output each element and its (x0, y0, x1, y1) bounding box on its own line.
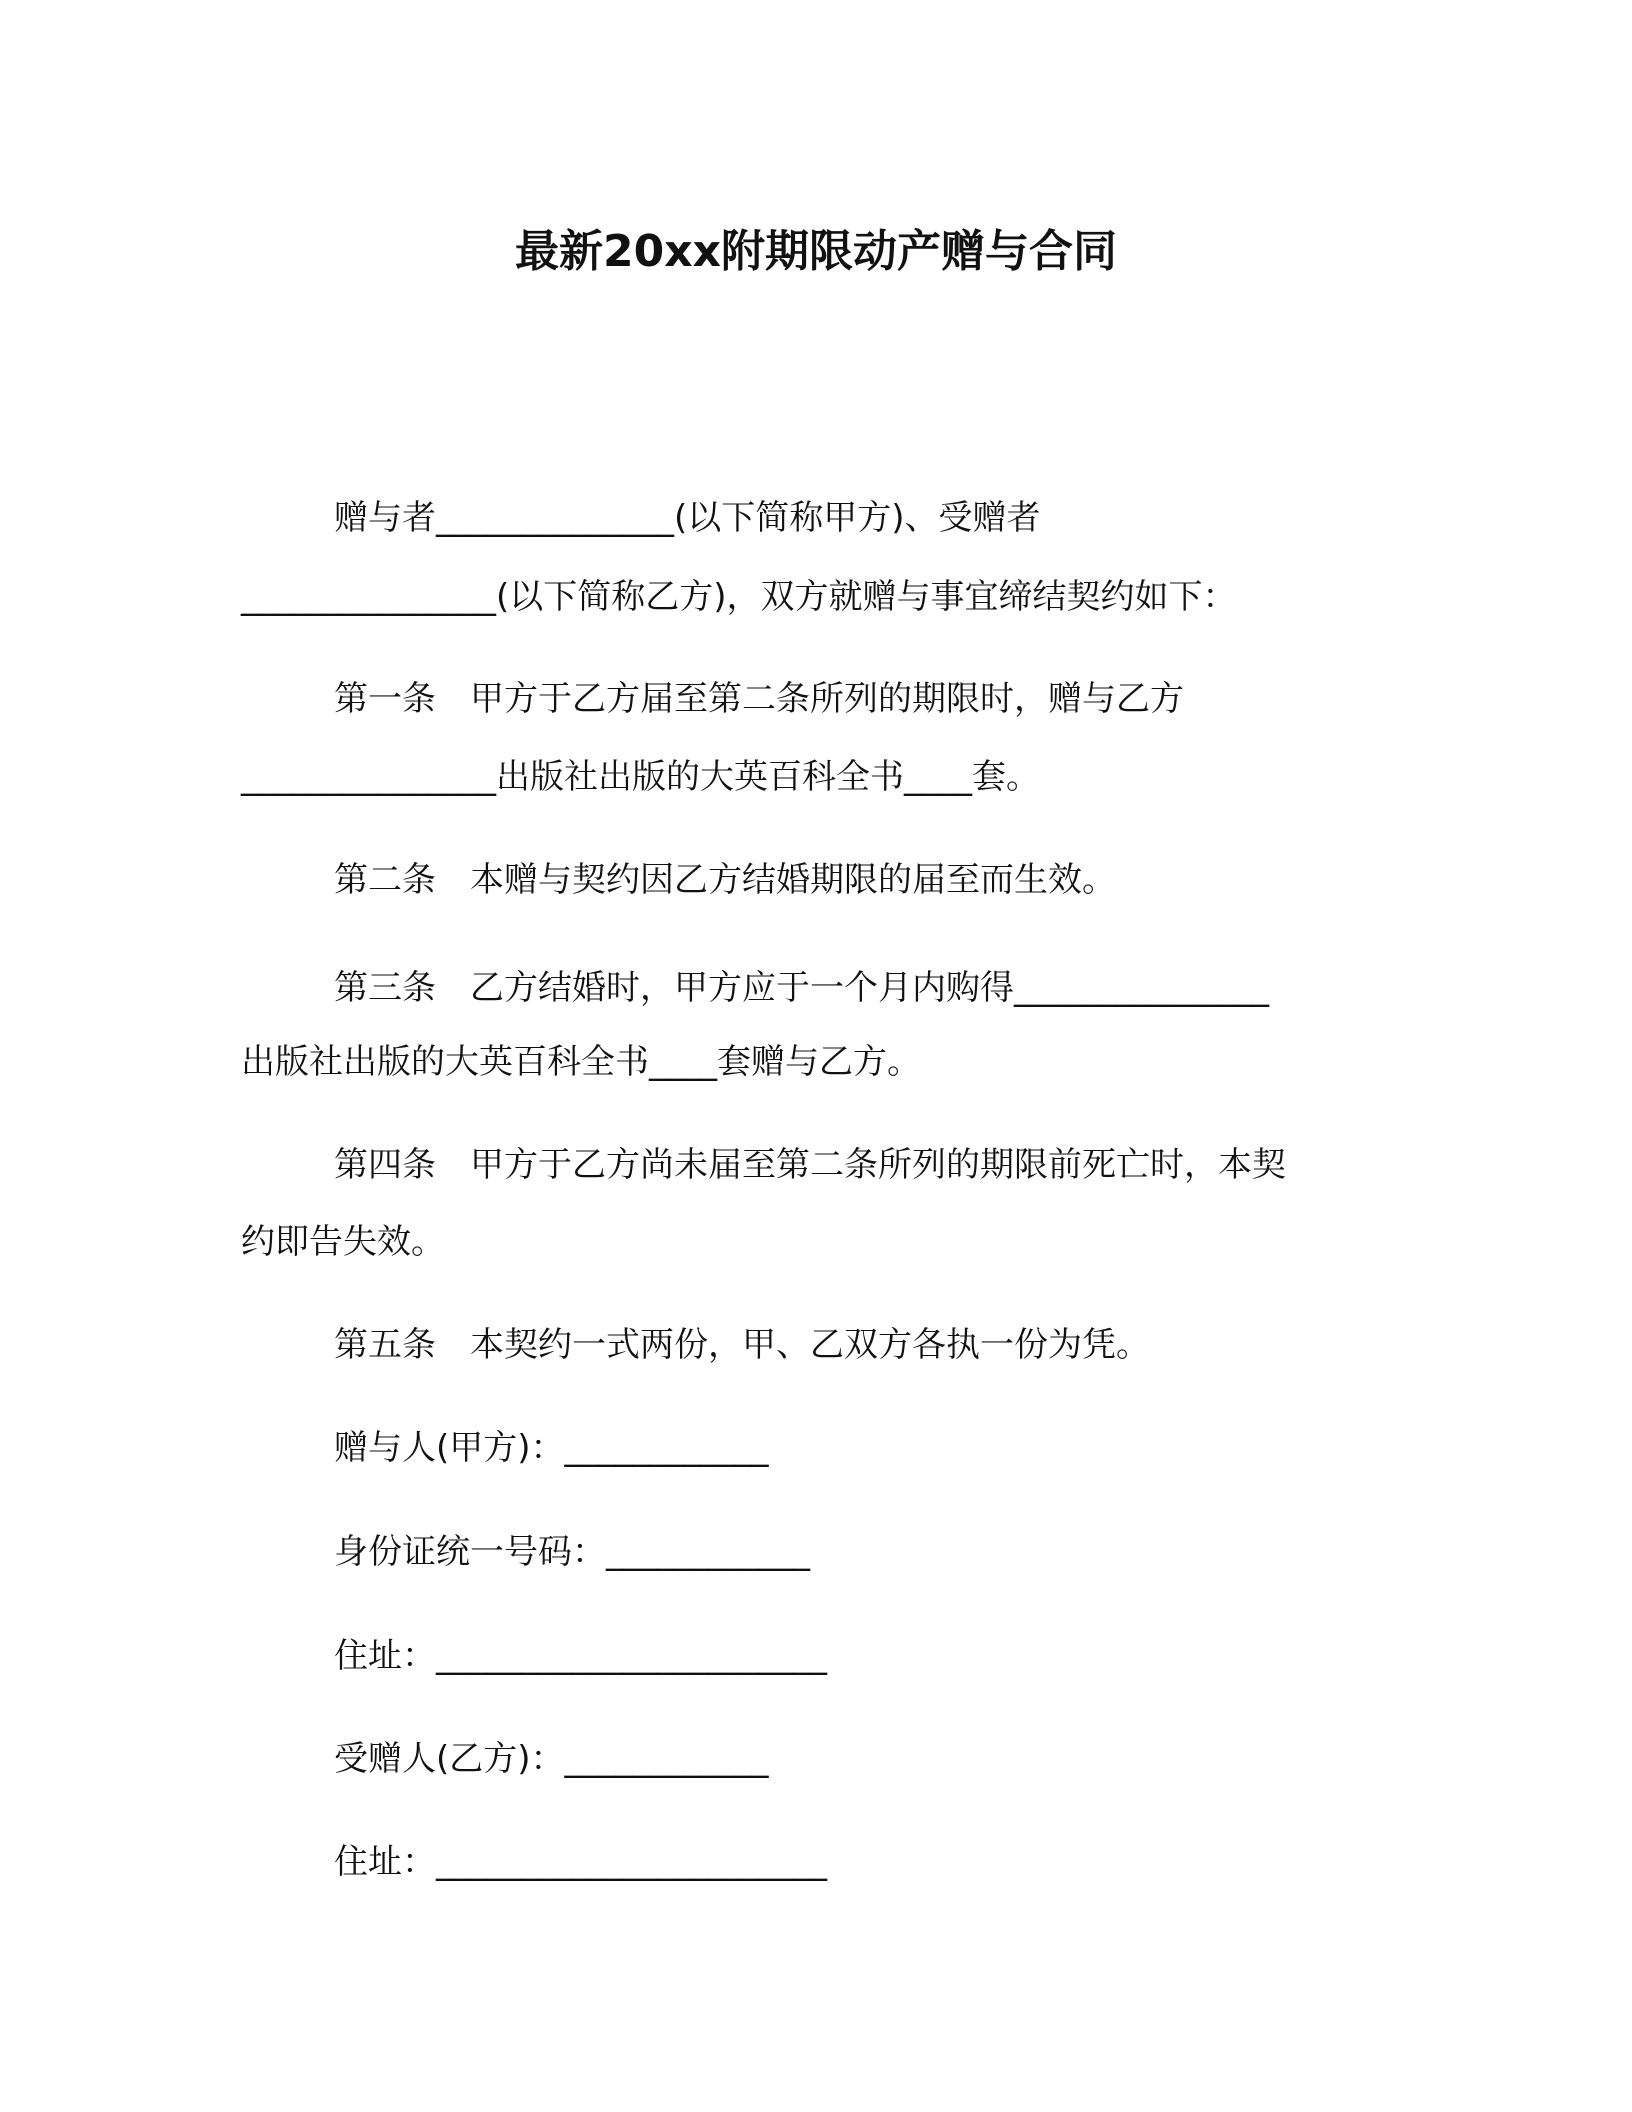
article-1-line-1: 第一条 甲方于乙方届至第二条所列的期限时，赠与乙方 (334, 679, 1184, 719)
document-title: 最新20xx附期限动产赠与合同 (515, 226, 1117, 277)
article-2-line-1: 第二条 本赠与契约因乙方结婚期限的届至而生效。 (334, 860, 1116, 900)
article-3-line-2: 出版社出版的大英百科全书____套赠与乙方。 (241, 1042, 921, 1082)
recipient-signature-field: 受赠人(乙方)：____________ (334, 1739, 769, 1779)
article-4-line-2: 约即告失效。 (241, 1222, 445, 1262)
id-number-field: 身份证统一号码：____________ (334, 1532, 810, 1572)
preamble-line-2: _______________(以下简称乙方)，双方就赠与事宜缔结契约如下： (241, 577, 1237, 617)
article-4-line-1: 第四条 甲方于乙方尚未届至第二条所列的期限前死亡时，本契 (334, 1145, 1286, 1185)
article-3-line-1: 第三条 乙方结婚时，甲方应于一个月内购得_______________ (334, 968, 1269, 1008)
preamble-line-1: 赠与者______________(以下简称甲方)、受赠者 (334, 498, 1041, 538)
recipient-address-field: 住址：_______________________ (334, 1842, 827, 1882)
donor-address-field: 住址：_______________________ (334, 1636, 827, 1676)
donor-signature-field: 赠与人(甲方)：____________ (334, 1428, 769, 1468)
article-5-line-1: 第五条 本契约一式两份，甲、乙双方各执一份为凭。 (334, 1325, 1150, 1365)
article-1-line-2: _______________出版社出版的大英百科全书____套。 (241, 757, 1040, 797)
